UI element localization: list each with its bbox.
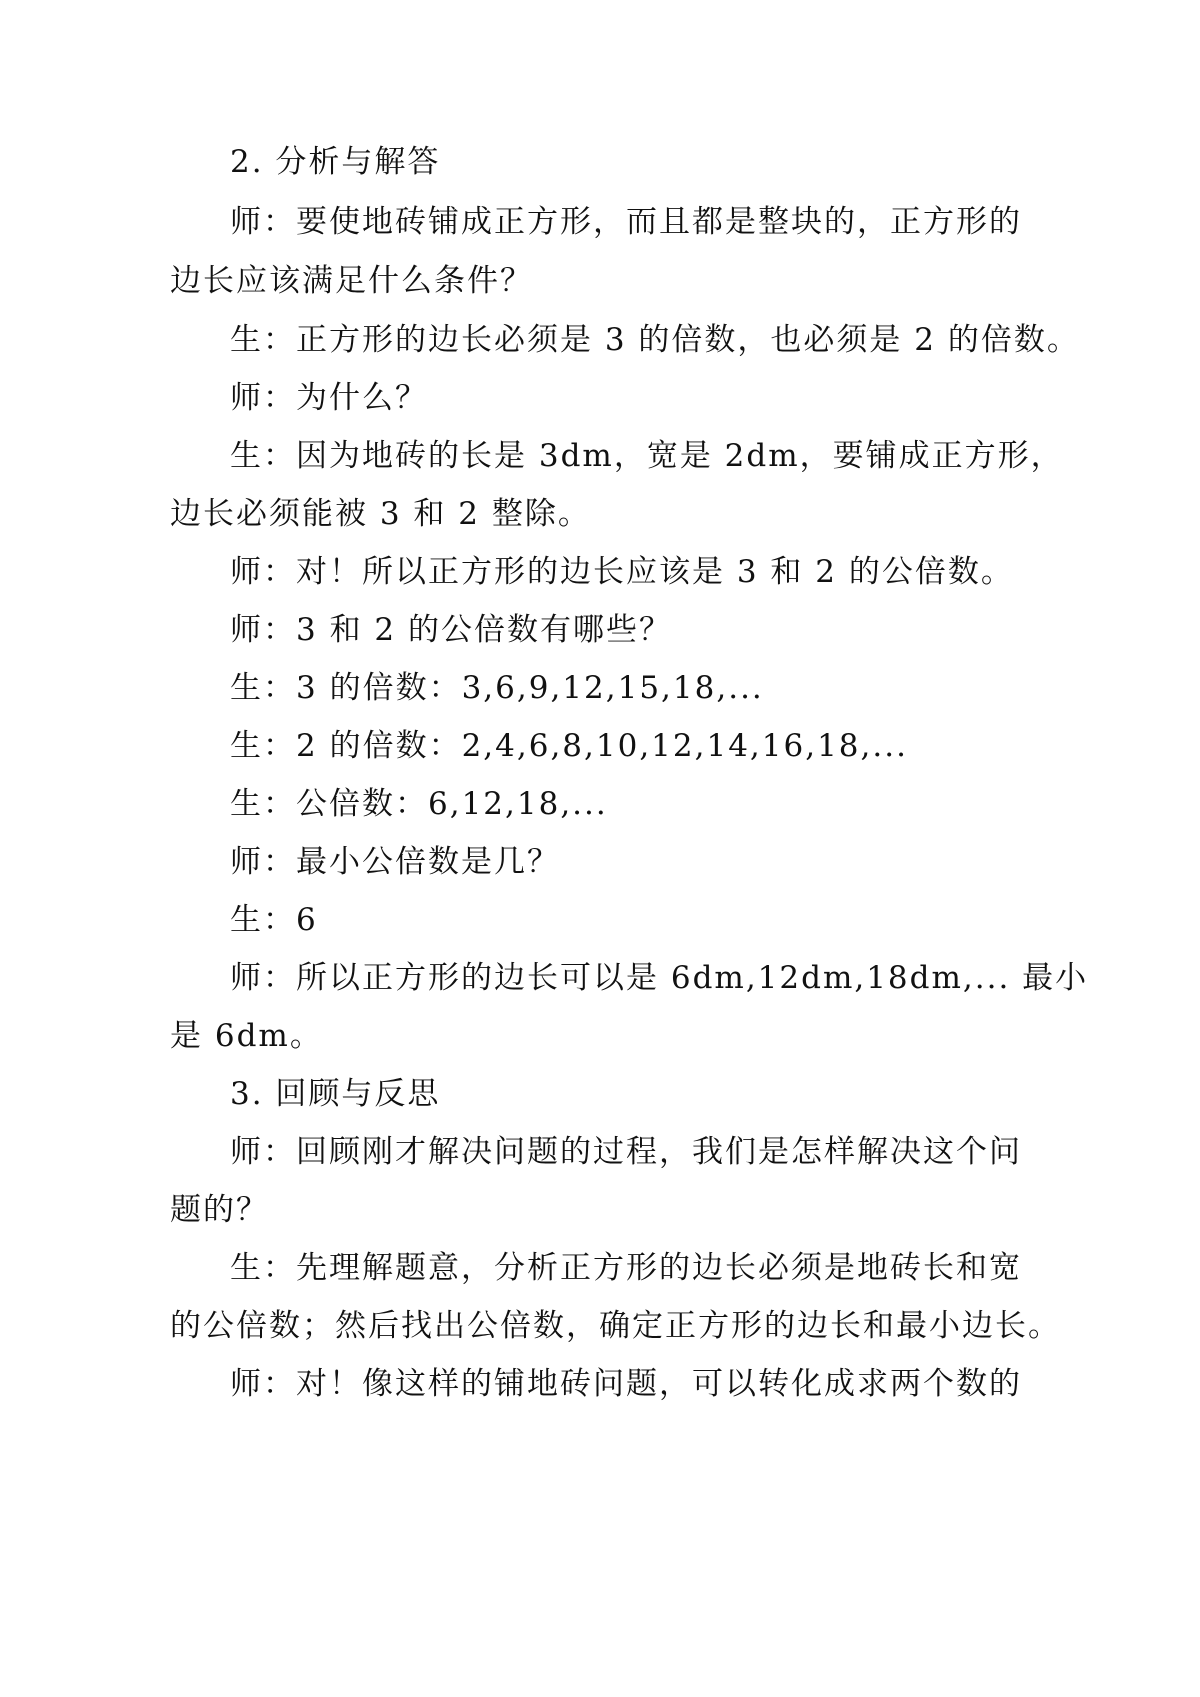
- text-line: 生：2 的倍数：2,4,6,8,10,12,14,16,18,...: [230, 728, 908, 764]
- text-line: 生：正方形的边长必须是 3 的倍数，也必须是 2 的倍数。: [230, 322, 1080, 358]
- section-heading-analysis: 2. 分析与解答: [230, 144, 441, 180]
- text-line: 边长必须能被 3 和 2 整除。: [170, 496, 591, 532]
- text-line: 生：因为地砖的长是 3dm，宽是 2dm，要铺成正方形，: [230, 438, 1064, 474]
- text-line: 师：回顾刚才解决问题的过程，我们是怎样解决这个问: [230, 1134, 1022, 1170]
- text-line: 师：3 和 2 的公倍数有哪些？: [230, 612, 673, 648]
- text-line: 师：对！所以正方形的边长应该是 3 和 2 的公倍数。: [230, 554, 1014, 590]
- text-line: 边长应该满足什么条件？: [170, 263, 533, 299]
- text-line: 是 6dm。: [170, 1018, 323, 1054]
- text-line: 生：6: [230, 902, 318, 938]
- text-line: 师：对！像这样的铺地砖问题，可以转化成求两个数的: [230, 1366, 1022, 1402]
- text-line: 生：公倍数：6,12,18,...: [230, 786, 608, 822]
- text-line: 师：最小公倍数是几？: [230, 844, 560, 880]
- section-heading-review: 3. 回顾与反思: [230, 1076, 441, 1112]
- text-line: 生：3 的倍数：3,6,9,12,15,18,...: [230, 670, 764, 706]
- text-line: 生：先理解题意，分析正方形的边长必须是地砖长和宽: [230, 1250, 1022, 1286]
- text-line: 师：所以正方形的边长可以是 6dm,12dm,18dm,... 最小: [230, 960, 1089, 996]
- text-line: 的公倍数；然后找出公倍数，确定正方形的边长和最小边长。: [170, 1308, 1061, 1344]
- text-line: 师：要使地砖铺成正方形，而且都是整块的，正方形的: [230, 204, 1022, 240]
- text-line: 题的？: [170, 1192, 269, 1228]
- text-line: 师：为什么？: [230, 380, 428, 416]
